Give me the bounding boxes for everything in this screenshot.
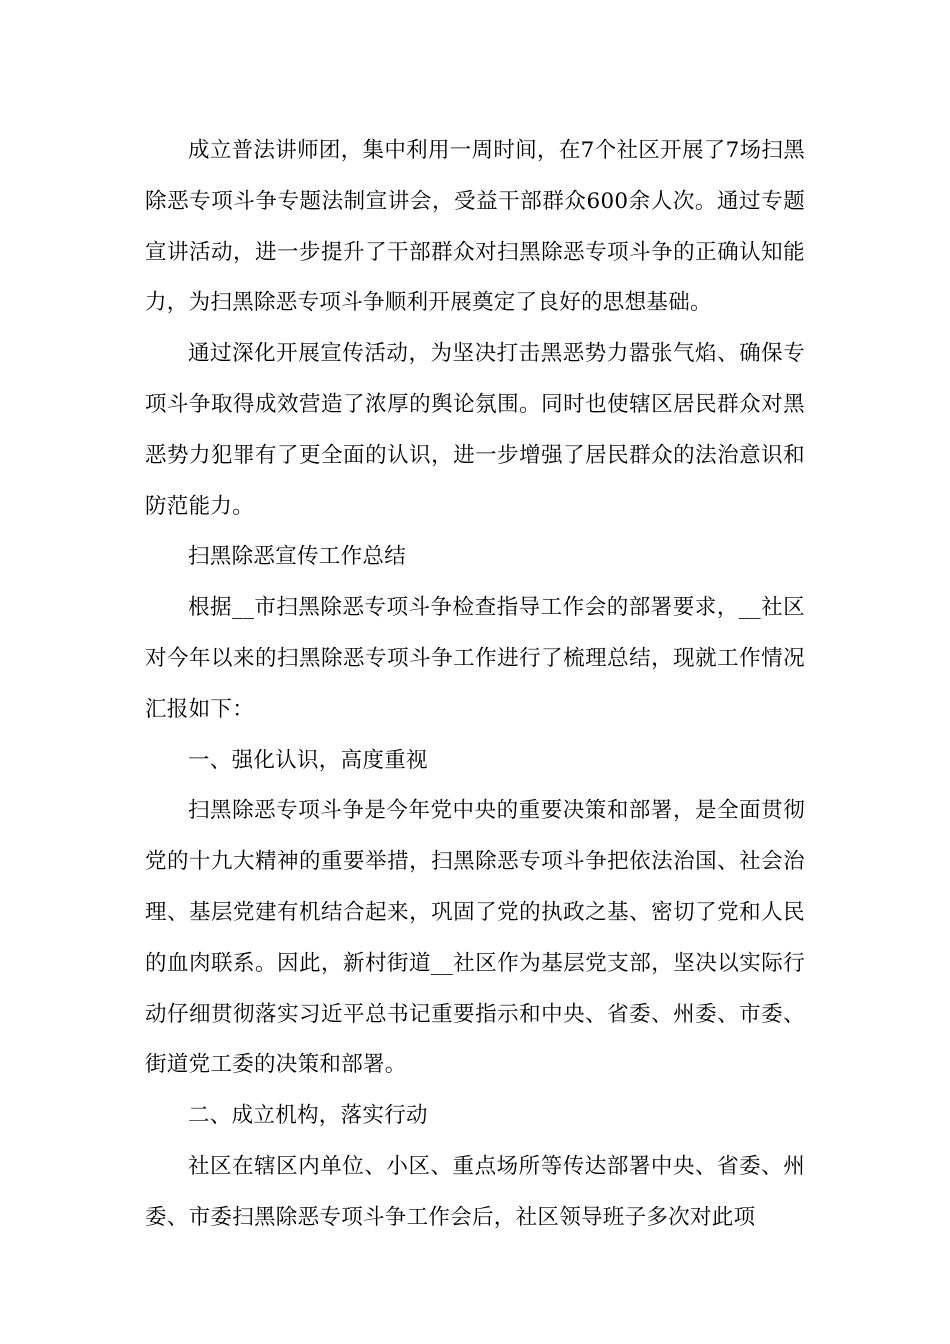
paragraph-report-intro: 根据__市扫黑除恶专项斗争检查指导工作会的部署要求，__社区对今年以来的扫黑除恶专项斗争工作进行了梳理总结，现就工作情况汇报如下： [145,595,805,722]
heading-section-two: 二、成立机构，落实行动 [188,1103,428,1129]
paragraph-lecture-team: 成立普法讲师团，集中利用一周时间，在7个社区开展了7场扫黑除恶专项斗争专题法制宣讲会，受益干部群众600余人次。通过专题宣讲活动，进一步提升了干部群众对扫黑除恶专项斗争的正确认知能力，为扫黑除恶专项斗争顺利开展奠定了良好的思想基础。 [145,138,805,316]
paragraph-section-two: 社区在辖区内单位、小区、重点场所等传达部署中央、省委、州委、市委扫黑除恶专项斗争工作会后，社区领导班子多次对此项 [145,1153,805,1230]
heading-section-one: 一、强化认识，高度重视 [188,747,428,773]
section-title: 扫黑除恶宣传工作总结 [188,544,407,570]
paragraph-section-one: 扫黑除恶专项斗争是今年党中央的重要决策和部署，是全面贯彻党的十九大精神的重要举措，扫黑除恶专项斗争把依法治国、社会治理、基层党建有机结合起来，巩固了党的执政之基、密切了党和人民的血肉联系。因此，新村街道__社区作为基层党支部，坚决以实际行动仔细贯彻落实习近平总书记重要指示和中央、省委、州委、市委、街道党工委的决策和部署。 [145,798,805,1078]
paragraph-publicity-effect: 通过深化开展宣传活动，为坚决打击黑恶势力嚣张气焰、确保专项斗争取得成效营造了浓厚的舆论氛围。同时也使辖区居民群众对黑恶势力犯罪有了更全面的认识，进一步增强了居民群众的法治意识和防范能力。 [145,341,805,519]
document-page [145,126,805,1244]
